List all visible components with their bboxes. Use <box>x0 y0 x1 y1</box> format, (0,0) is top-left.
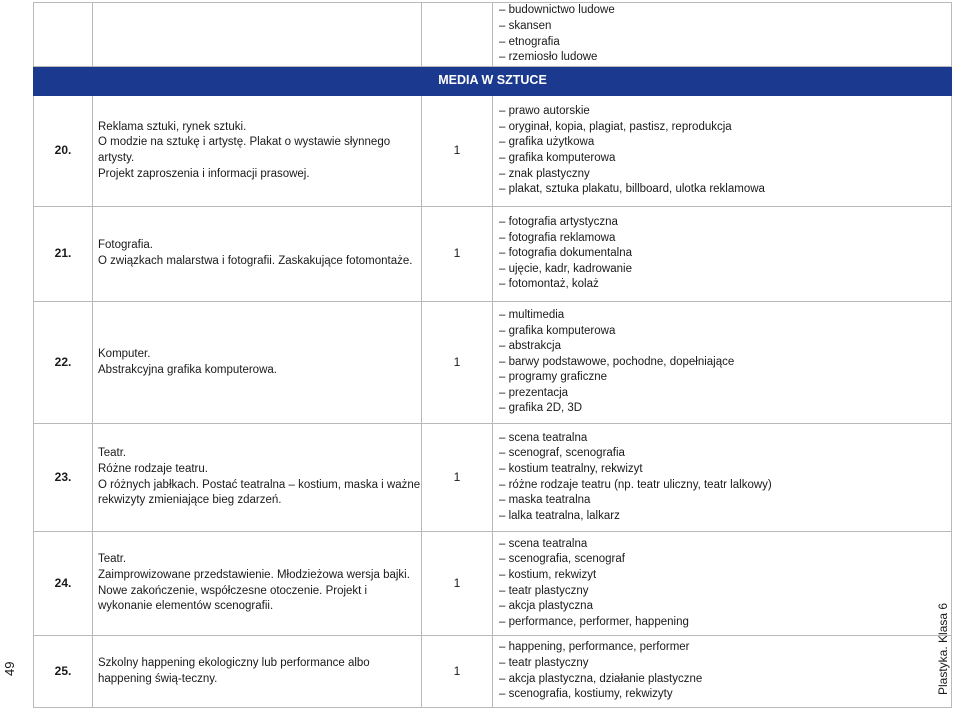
list-item: – budownictwo ludowe <box>499 3 951 19</box>
list-item: – akcja plastyczna <box>499 599 951 615</box>
list-item: – plakat, sztuka plakatu, billboard, ulotka reklamowa <box>499 182 951 198</box>
list-item: – fotografia artystyczna <box>499 215 951 231</box>
hours-value: 1 <box>422 532 493 636</box>
topic-cell <box>93 3 422 67</box>
page-number: 49 <box>2 661 17 676</box>
list-item: – scenografia, kostiumy, rekwizyty <box>499 687 951 703</box>
topic-cell <box>93 302 422 424</box>
list-item: – fotografia reklamowa <box>499 231 951 247</box>
list-item: – programy graficzne <box>499 370 951 386</box>
table-row <box>34 96 952 207</box>
list-item: – rzemiosło ludowe <box>499 50 951 66</box>
terms-cell <box>493 3 952 67</box>
terms-cell <box>493 302 952 424</box>
list-item: – performance, performer, happening <box>499 615 951 631</box>
row-number: 22. <box>34 302 93 424</box>
list-item: – scenograf, scenografia <box>499 446 951 462</box>
list-item: – happening, performance, performer <box>499 640 951 656</box>
hours-value: 1 <box>422 636 493 708</box>
curriculum-table <box>33 2 952 699</box>
list-item: – grafika komputerowa <box>499 151 951 167</box>
list-item: – grafika 2D, 3D <box>499 401 951 417</box>
topic-line: Zaimprowizowane przedstawienie. Młodzieżowa wersja bajki. Nowe zakończenie, współczesne otoczenie. Projekt i wykonanie elementów scenografii. <box>98 568 410 613</box>
topic-cell <box>93 424 422 532</box>
section-title: MEDIA W SZTUCE <box>34 67 952 96</box>
table-row <box>34 207 952 302</box>
terms-cell <box>493 532 952 636</box>
list-item: – lalka teatralna, lalkarz <box>499 509 951 525</box>
list-item: – scena teatralna <box>499 537 951 553</box>
topic-line: Fotografia. <box>98 239 153 252</box>
terms-list <box>499 104 951 198</box>
row-number-cell <box>34 3 93 67</box>
topic-line: O modzie na sztukę i artystę. Plakat o wystawie słynnego artysty. <box>98 136 391 164</box>
list-item: – fotomontaż, kolaż <box>499 277 951 293</box>
list-item: – prawo autorskie <box>499 104 951 120</box>
terms-list <box>499 215 951 293</box>
hours-cell <box>422 3 493 67</box>
terms-cell <box>493 207 952 302</box>
topic-line: O związkach malarstwa i fotografii. Zaskakujące fotomontaże. <box>98 255 413 267</box>
table-row <box>34 302 952 424</box>
topic-line: Projekt zaproszenia i informacji prasowej. <box>98 167 310 180</box>
topic-line: O różnych jabłkach. Postać teatralna – kostium, maska i ważne rekwizyty zmieniające bieg zdarzeń. <box>98 478 421 507</box>
table-row <box>34 424 952 532</box>
list-item: – scenografia, scenograf <box>499 552 951 568</box>
list-item: – multimedia <box>499 308 951 324</box>
terms-list <box>499 308 951 417</box>
list-item: – grafika użytkowa <box>499 135 951 151</box>
terms-cell <box>493 96 952 207</box>
list-item: – etnografia <box>499 35 951 51</box>
terms-list <box>499 3 951 65</box>
topic-line: Teatr. <box>98 447 127 460</box>
list-item: – skansen <box>499 19 951 35</box>
list-item: – znak plastyczny <box>499 167 951 183</box>
terms-cell <box>493 424 952 532</box>
list-item: – prezentacja <box>499 386 951 402</box>
list-item: – maska teatralna <box>499 493 951 509</box>
list-item: – scena teatralna <box>499 431 951 447</box>
list-item: – ujęcie, kadr, kadrowanie <box>499 262 951 278</box>
list-item: – oryginał, kopia, plagiat, pastisz, reprodukcja <box>499 120 951 136</box>
topic-line: Szkolny happening ekologiczny lub performance albo happening świą-teczny. <box>98 656 370 685</box>
topic-line: Teatr. <box>98 553 127 566</box>
row-number: 23. <box>34 424 93 532</box>
row-number: 24. <box>34 532 93 636</box>
table-row <box>34 3 952 67</box>
list-item: – abstrakcja <box>499 339 951 355</box>
table-row <box>34 636 952 708</box>
terms-cell <box>493 636 952 708</box>
topic-line: Abstrakcyjna grafika komputerowa. <box>98 363 277 376</box>
hours-value: 1 <box>422 207 493 302</box>
list-item: – fotografia dokumentalna <box>499 246 951 262</box>
hours-value: 1 <box>422 96 493 207</box>
topic-cell <box>93 532 422 636</box>
terms-list <box>499 431 951 525</box>
topic-cell <box>93 96 422 207</box>
table-row <box>34 532 952 636</box>
topic-line: Różne rodzaje teatru. <box>98 462 208 475</box>
section-banner <box>34 67 952 96</box>
hours-value: 1 <box>422 424 493 532</box>
row-number: 21. <box>34 207 93 302</box>
topic-cell <box>93 207 422 302</box>
topic-line: Reklama sztuki, rynek sztuki. <box>98 120 247 133</box>
hours-value: 1 <box>422 302 493 424</box>
list-item: – kostium teatralny, rekwizyt <box>499 462 951 478</box>
row-number: 20. <box>34 96 93 207</box>
list-item: – grafika komputerowa <box>499 324 951 340</box>
list-item: – akcja plastyczna, działanie plastyczne <box>499 672 951 688</box>
terms-list <box>499 537 951 631</box>
list-item: – różne rodzaje teatru (np. teatr uliczny, teatr lalkowy) <box>499 478 951 494</box>
list-item: – barwy podstawowe, pochodne, dopełniające <box>499 355 951 371</box>
list-item: – teatr plastyczny <box>499 656 951 672</box>
topic-cell <box>93 636 422 708</box>
list-item: – teatr plastyczny <box>499 584 951 600</box>
topic-line: Komputer. <box>98 347 151 360</box>
row-number: 25. <box>34 636 93 708</box>
list-item: – kostium, rekwizyt <box>499 568 951 584</box>
side-label: Plastyka. Klasa 6 <box>936 602 950 695</box>
terms-list <box>499 640 951 702</box>
